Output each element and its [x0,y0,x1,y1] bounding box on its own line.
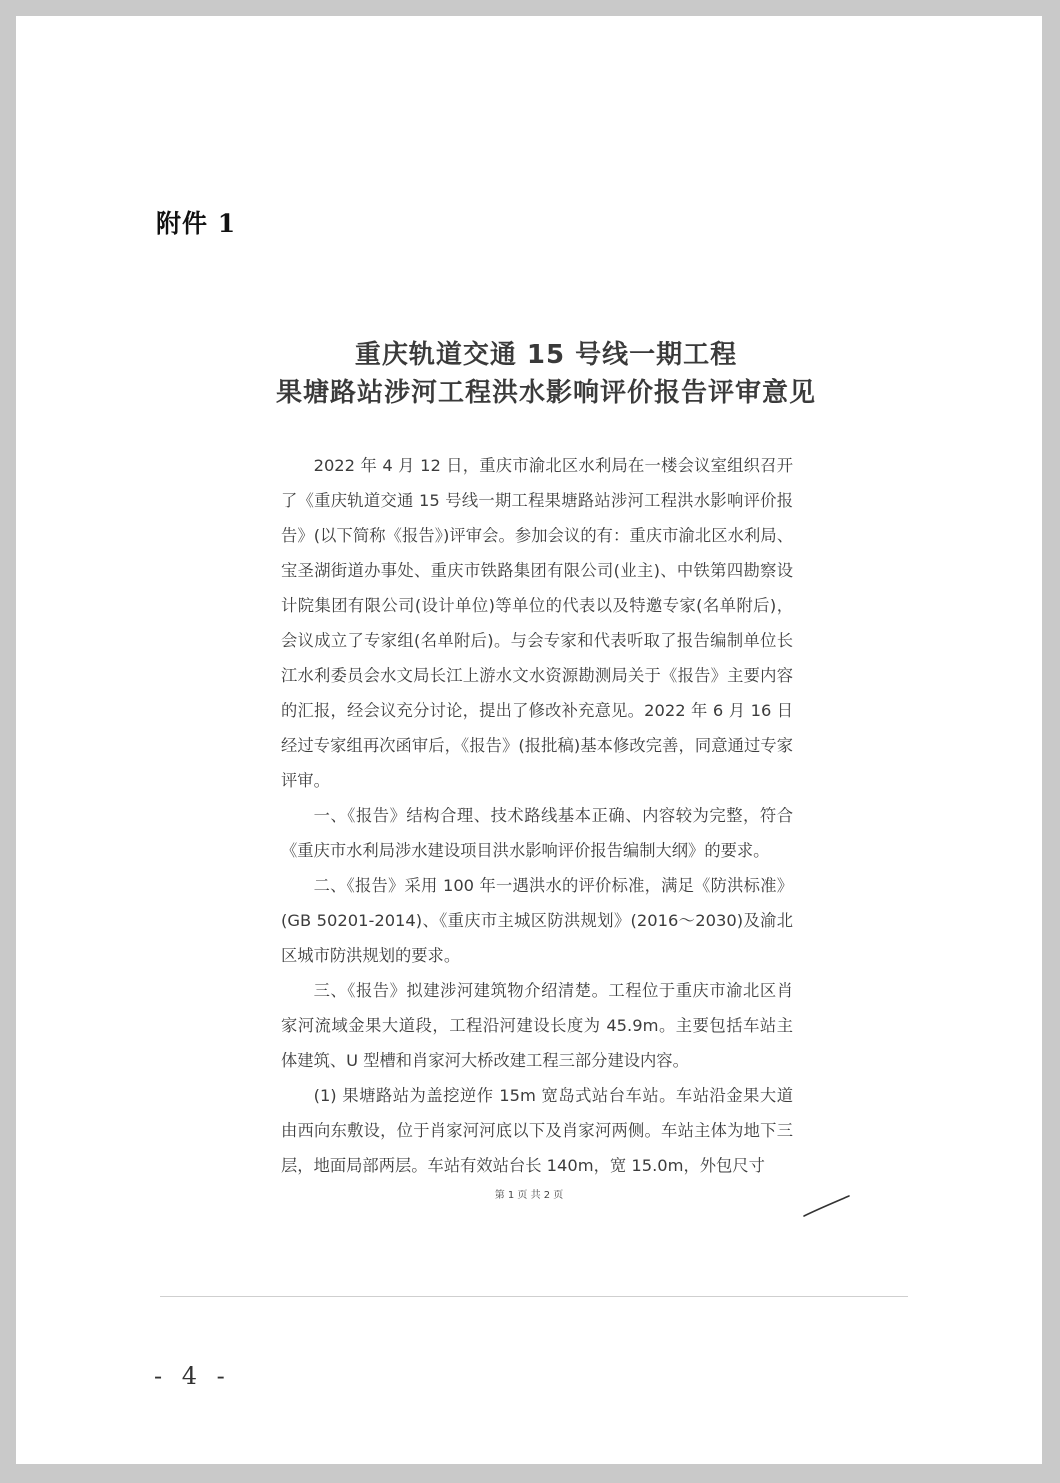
paragraph-point-2: 二、《报告》采用 100 年一遇洪水的评价标准，满足《防洪标准》(GB 50201-2014)、《重庆市主城区防洪规划》(2016～2030)及渝北区城市防洪规划的要求。 [281,876,793,965]
page-number: - 4 - [154,1362,231,1390]
paragraph-subpoint-1: (1) 果塘路站为盖挖逆作 15m 宽岛式站台车站。车站沿金果大道由西向东敷设，位于肖家河河底以下及肖家河两侧。车站主体为地下三层，地面局部两层。车站有效站台长 140m，宽 15.0m，外包尺寸 [281,1086,793,1175]
document-title-line-1: 重庆轨道交通 15 号线一期工程 [354,340,738,370]
signature-mark [802,1192,852,1220]
document-page [16,16,1042,1464]
paragraph-intro: 2022 年 4 月 12 日，重庆市渝北区水利局在一楼会议室组织召开了《重庆轨道交通 15 号线一期工程果塘路站涉河工程洪水影响评价报告》(以下简称《报告》)评审会。参加会议的有：重庆市渝北区水利局、宝圣湖街道办事处、重庆市铁路集团有限公司(业主)、中铁第四勘察设计院集团有限公司(设计单位)等单位的代表以及特邀专家(名单附后)，会议成立了专家组(名单附后)。与会专家和代表听取了报告编制单位长江水利委员会水文局长江上游水文水资源勘测局关于《报告》主要内容的汇报，经会议充分讨论，提出了修改补充意见。2022 年 6 月 16 日经过专家组再次函审后，《报告》(报批稿)基本修改完善，同意通过专家评审。 [281,456,793,790]
paragraph-point-3: 三、《报告》拟建涉河建筑物介绍清楚。工程位于重庆市渝北区肖家河流域金果大道段，工程沿河建设长度为 45.9m。主要包括车站主体建筑、U 型槽和肖家河大桥改建工程三部分建设内容。 [281,981,793,1070]
paragraph-point-1: 一、《报告》结构合理、技术路线基本正确、内容较为完整，符合《重庆市水利局涉水建设项目洪水影响评价报告编制大纲》的要求。 [281,806,793,860]
footer-divider [160,1296,908,1297]
scanned-document [16,16,1042,1464]
scan-page-footer: 第 1 页 共 2 页 [494,1190,564,1201]
document-title-line-2: 果塘路站涉河工程洪水影响评价报告评审意见 [275,378,816,408]
document-body [281,448,793,1183]
attachment-label: 附件 1 [156,209,237,238]
